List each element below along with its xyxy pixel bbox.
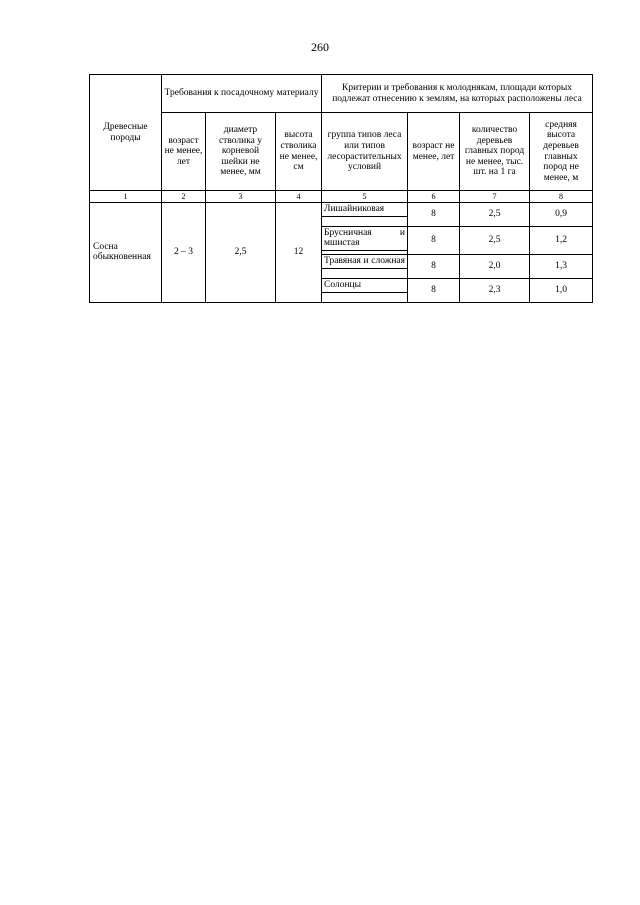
planting-diameter: 2,5	[206, 203, 276, 303]
header-forest-type-group: группа типов леса или типов лесорастительных условий	[322, 113, 408, 191]
young-age: 8	[408, 203, 460, 227]
header-avg-height: средняя высота деревьев главных пород не менее, м	[530, 113, 593, 191]
tree-count: 2,3	[460, 278, 530, 302]
forest-group: Солонцы	[322, 281, 407, 293]
species-name: Сосна обыкновенная	[90, 203, 162, 303]
column-number: 8	[530, 191, 593, 203]
forest-group-cell	[322, 203, 408, 227]
planting-height: 12	[276, 203, 322, 303]
column-number: 3	[206, 191, 276, 203]
tree-count: 2,5	[460, 227, 530, 255]
avg-height: 1,3	[530, 254, 593, 278]
header-tree-count: количество деревьев главных пород не менее, тыс. шт. на 1 га	[460, 113, 530, 191]
header-young-stands: Критерии и требования к молоднякам, площади которых подлежат отнесению к землям, на которых расположены леса	[322, 75, 593, 113]
forest-group: Лишайниковая	[322, 205, 407, 217]
young-age: 8	[408, 254, 460, 278]
header-planting-material: Требования к посадочному материалу	[162, 75, 322, 113]
header-young-age: возраст не менее, лет	[408, 113, 460, 191]
tree-count: 2,0	[460, 254, 530, 278]
forest-group-cell	[322, 278, 408, 302]
page-number: 260	[311, 40, 329, 54]
header-planting-height: высота стволика не менее, см	[276, 113, 322, 191]
forest-group-cell	[322, 254, 408, 278]
header-species: Древесные породы	[90, 75, 162, 191]
column-number: 4	[276, 191, 322, 203]
forest-group: Травяная и сложная	[322, 257, 407, 269]
tree-count: 2,5	[460, 203, 530, 227]
young-age: 8	[408, 227, 460, 255]
column-number: 6	[408, 191, 460, 203]
column-number: 2	[162, 191, 206, 203]
column-number: 1	[90, 191, 162, 203]
planting-age: 2 – 3	[162, 203, 206, 303]
forest-requirements-table	[89, 74, 593, 303]
forest-group: Брусничная и мшистая	[322, 229, 407, 251]
header-planting-age: возраст не менее, лет	[162, 113, 206, 191]
avg-height: 1,0	[530, 278, 593, 302]
forest-group-cell	[322, 227, 408, 255]
avg-height: 1,2	[530, 227, 593, 255]
column-number: 5	[322, 191, 408, 203]
young-age: 8	[408, 278, 460, 302]
column-number: 7	[460, 191, 530, 203]
header-planting-diameter: диаметр стволика у корневой шейки не менее, мм	[206, 113, 276, 191]
avg-height: 0,9	[530, 203, 593, 227]
